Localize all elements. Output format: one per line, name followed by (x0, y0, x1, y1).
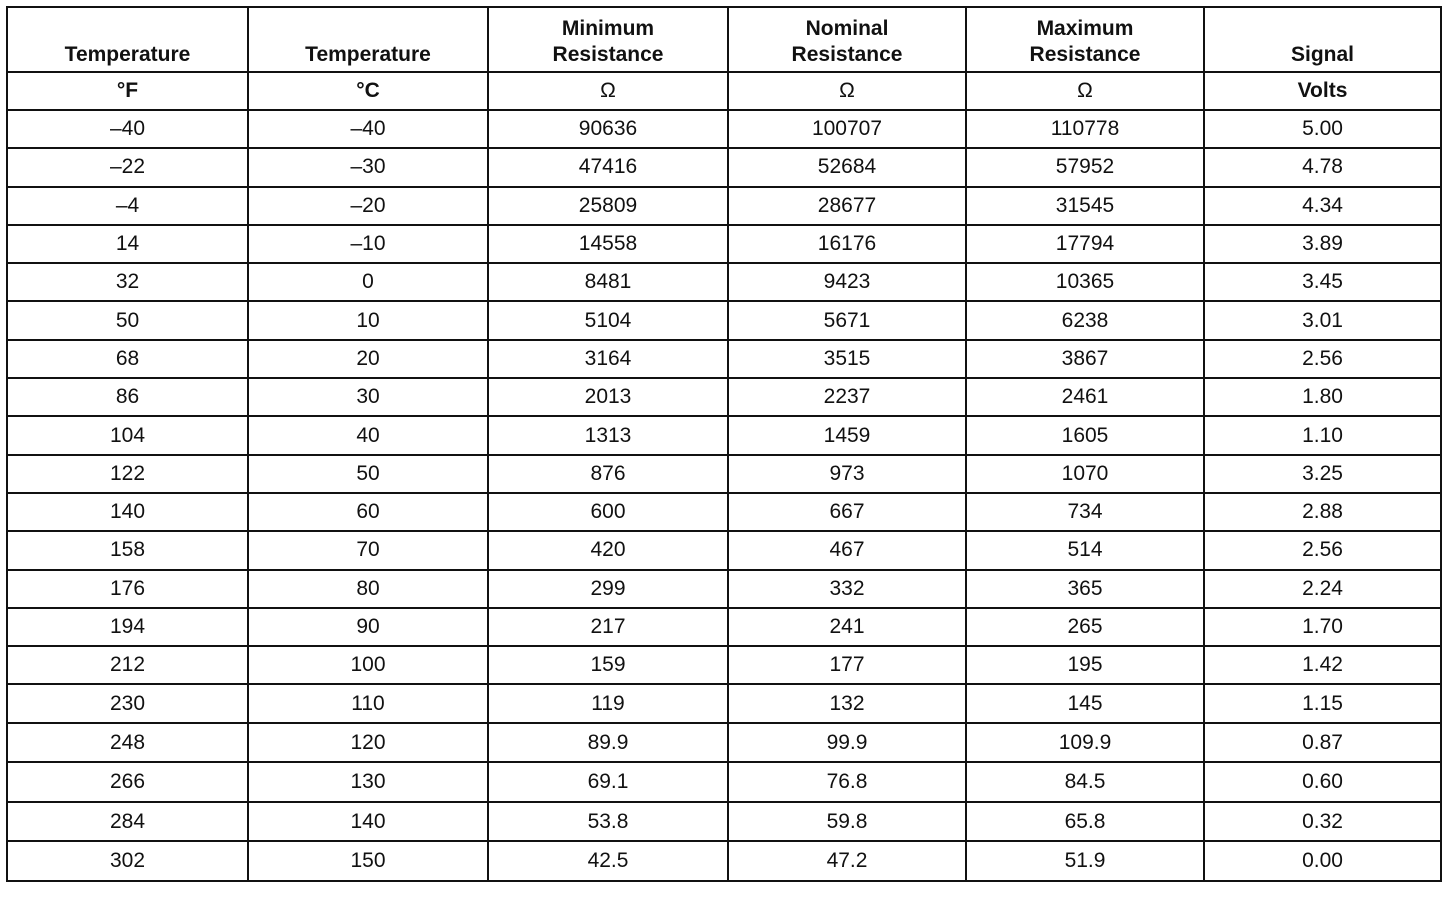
unit-volts: Volts (1204, 72, 1441, 110)
units-row (7, 72, 1441, 110)
cell-nominal-resistance: 5671 (728, 301, 966, 339)
cell-temperature-c: 110 (248, 684, 488, 722)
cell-signal-volts: 3.25 (1204, 455, 1441, 493)
cell-signal-volts: 3.01 (1204, 301, 1441, 339)
cell-temperature-c: 30 (248, 378, 488, 416)
cell-temperature-f: 176 (7, 570, 248, 608)
cell-maximum-resistance: 265 (966, 608, 1204, 646)
column-header-maximum-resistance: Maximum Resistance (966, 7, 1204, 72)
cell-signal-volts: 1.70 (1204, 608, 1441, 646)
cell-nominal-resistance: 973 (728, 455, 966, 493)
cell-temperature-c: 100 (248, 646, 488, 684)
table-row (7, 802, 1441, 842)
cell-temperature-c: 40 (248, 416, 488, 454)
cell-maximum-resistance: 17794 (966, 225, 1204, 263)
cell-signal-volts: 5.00 (1204, 110, 1441, 148)
cell-signal-volts: 2.56 (1204, 340, 1441, 378)
table-row (7, 493, 1441, 531)
cell-temperature-f: 50 (7, 301, 248, 339)
cell-signal-volts: 3.45 (1204, 263, 1441, 301)
unit-ohm-maximum: Ω (966, 72, 1204, 110)
cell-nominal-resistance: 467 (728, 531, 966, 569)
cell-minimum-resistance: 47416 (488, 148, 728, 186)
cell-nominal-resistance: 59.8 (728, 802, 966, 842)
cell-minimum-resistance: 876 (488, 455, 728, 493)
cell-maximum-resistance: 1605 (966, 416, 1204, 454)
cell-maximum-resistance: 195 (966, 646, 1204, 684)
column-header-nominal-resistance: Nominal Resistance (728, 7, 966, 72)
unit-fahrenheit: °F (7, 72, 248, 110)
table-body (7, 110, 1441, 881)
cell-temperature-c: –30 (248, 148, 488, 186)
cell-maximum-resistance: 84.5 (966, 762, 1204, 802)
cell-minimum-resistance: 217 (488, 608, 728, 646)
cell-temperature-f: 14 (7, 225, 248, 263)
table-row (7, 110, 1441, 148)
unit-ohm-nominal: Ω (728, 72, 966, 110)
unit-ohm-minimum: Ω (488, 72, 728, 110)
cell-nominal-resistance: 16176 (728, 225, 966, 263)
cell-maximum-resistance: 31545 (966, 187, 1204, 225)
table-row (7, 531, 1441, 569)
cell-temperature-c: –40 (248, 110, 488, 148)
cell-maximum-resistance: 10365 (966, 263, 1204, 301)
cell-maximum-resistance: 365 (966, 570, 1204, 608)
table-row (7, 608, 1441, 646)
table-row (7, 148, 1441, 186)
cell-minimum-resistance: 25809 (488, 187, 728, 225)
cell-nominal-resistance: 52684 (728, 148, 966, 186)
cell-nominal-resistance: 132 (728, 684, 966, 722)
cell-maximum-resistance: 734 (966, 493, 1204, 531)
column-header-temperature-f: Temperature (7, 7, 248, 72)
column-header-temperature-c: Temperature (248, 7, 488, 72)
cell-temperature-c: 150 (248, 841, 488, 881)
cell-temperature-f: 266 (7, 762, 248, 802)
column-header-signal: Signal (1204, 7, 1441, 72)
cell-minimum-resistance: 14558 (488, 225, 728, 263)
cell-maximum-resistance: 145 (966, 684, 1204, 722)
cell-nominal-resistance: 28677 (728, 187, 966, 225)
cell-maximum-resistance: 65.8 (966, 802, 1204, 842)
cell-nominal-resistance: 9423 (728, 263, 966, 301)
cell-nominal-resistance: 332 (728, 570, 966, 608)
cell-minimum-resistance: 3164 (488, 340, 728, 378)
cell-temperature-f: 122 (7, 455, 248, 493)
cell-signal-volts: 1.15 (1204, 684, 1441, 722)
table-row (7, 225, 1441, 263)
cell-nominal-resistance: 1459 (728, 416, 966, 454)
table-row (7, 455, 1441, 493)
table-row (7, 416, 1441, 454)
cell-temperature-c: 60 (248, 493, 488, 531)
cell-temperature-f: 68 (7, 340, 248, 378)
cell-temperature-f: 86 (7, 378, 248, 416)
cell-signal-volts: 0.87 (1204, 723, 1441, 763)
cell-minimum-resistance: 90636 (488, 110, 728, 148)
table-row (7, 646, 1441, 684)
table-row (7, 378, 1441, 416)
table-row (7, 263, 1441, 301)
cell-maximum-resistance: 51.9 (966, 841, 1204, 881)
cell-maximum-resistance: 57952 (966, 148, 1204, 186)
cell-signal-volts: 1.10 (1204, 416, 1441, 454)
cell-temperature-f: 158 (7, 531, 248, 569)
table-row (7, 301, 1441, 339)
temperature-resistance-table (6, 6, 1442, 882)
cell-temperature-c: 140 (248, 802, 488, 842)
cell-minimum-resistance: 2013 (488, 378, 728, 416)
cell-minimum-resistance: 159 (488, 646, 728, 684)
cell-temperature-f: 140 (7, 493, 248, 531)
cell-minimum-resistance: 420 (488, 531, 728, 569)
cell-maximum-resistance: 1070 (966, 455, 1204, 493)
table-row (7, 187, 1441, 225)
cell-nominal-resistance: 47.2 (728, 841, 966, 881)
cell-maximum-resistance: 2461 (966, 378, 1204, 416)
cell-minimum-resistance: 8481 (488, 263, 728, 301)
cell-maximum-resistance: 110778 (966, 110, 1204, 148)
cell-temperature-f: 248 (7, 723, 248, 763)
cell-signal-volts: 0.60 (1204, 762, 1441, 802)
cell-signal-volts: 4.34 (1204, 187, 1441, 225)
cell-temperature-c: –10 (248, 225, 488, 263)
cell-maximum-resistance: 3867 (966, 340, 1204, 378)
cell-temperature-c: –20 (248, 187, 488, 225)
cell-maximum-resistance: 6238 (966, 301, 1204, 339)
cell-nominal-resistance: 177 (728, 646, 966, 684)
cell-temperature-f: 212 (7, 646, 248, 684)
cell-nominal-resistance: 76.8 (728, 762, 966, 802)
cell-temperature-f: 104 (7, 416, 248, 454)
cell-temperature-f: 230 (7, 684, 248, 722)
cell-temperature-c: 0 (248, 263, 488, 301)
table-row (7, 684, 1441, 722)
cell-nominal-resistance: 667 (728, 493, 966, 531)
cell-signal-volts: 2.24 (1204, 570, 1441, 608)
column-header-minimum-resistance: Minimum Resistance (488, 7, 728, 72)
cell-maximum-resistance: 514 (966, 531, 1204, 569)
cell-minimum-resistance: 299 (488, 570, 728, 608)
cell-temperature-c: 10 (248, 301, 488, 339)
cell-temperature-c: 20 (248, 340, 488, 378)
cell-temperature-f: 32 (7, 263, 248, 301)
cell-signal-volts: 3.89 (1204, 225, 1441, 263)
cell-temperature-c: 80 (248, 570, 488, 608)
cell-minimum-resistance: 42.5 (488, 841, 728, 881)
cell-signal-volts: 1.42 (1204, 646, 1441, 684)
cell-signal-volts: 2.88 (1204, 493, 1441, 531)
cell-minimum-resistance: 5104 (488, 301, 728, 339)
cell-temperature-f: –40 (7, 110, 248, 148)
cell-temperature-f: 302 (7, 841, 248, 881)
cell-temperature-c: 50 (248, 455, 488, 493)
cell-signal-volts: 2.56 (1204, 531, 1441, 569)
table-row (7, 570, 1441, 608)
cell-minimum-resistance: 89.9 (488, 723, 728, 763)
table-row (7, 723, 1441, 763)
cell-nominal-resistance: 99.9 (728, 723, 966, 763)
cell-signal-volts: 0.00 (1204, 841, 1441, 881)
cell-minimum-resistance: 69.1 (488, 762, 728, 802)
cell-temperature-c: 120 (248, 723, 488, 763)
cell-minimum-resistance: 119 (488, 684, 728, 722)
cell-nominal-resistance: 3515 (728, 340, 966, 378)
cell-nominal-resistance: 241 (728, 608, 966, 646)
header-row (7, 7, 1441, 72)
cell-signal-volts: 4.78 (1204, 148, 1441, 186)
cell-temperature-f: 194 (7, 608, 248, 646)
unit-celsius: °C (248, 72, 488, 110)
cell-temperature-f: 284 (7, 802, 248, 842)
cell-minimum-resistance: 53.8 (488, 802, 728, 842)
cell-minimum-resistance: 600 (488, 493, 728, 531)
table-row (7, 762, 1441, 802)
table-row (7, 340, 1441, 378)
cell-signal-volts: 1.80 (1204, 378, 1441, 416)
cell-nominal-resistance: 100707 (728, 110, 966, 148)
cell-signal-volts: 0.32 (1204, 802, 1441, 842)
cell-minimum-resistance: 1313 (488, 416, 728, 454)
cell-temperature-f: –4 (7, 187, 248, 225)
cell-temperature-c: 130 (248, 762, 488, 802)
cell-temperature-c: 90 (248, 608, 488, 646)
cell-temperature-f: –22 (7, 148, 248, 186)
cell-nominal-resistance: 2237 (728, 378, 966, 416)
table-row (7, 841, 1441, 881)
cell-maximum-resistance: 109.9 (966, 723, 1204, 763)
cell-temperature-c: 70 (248, 531, 488, 569)
